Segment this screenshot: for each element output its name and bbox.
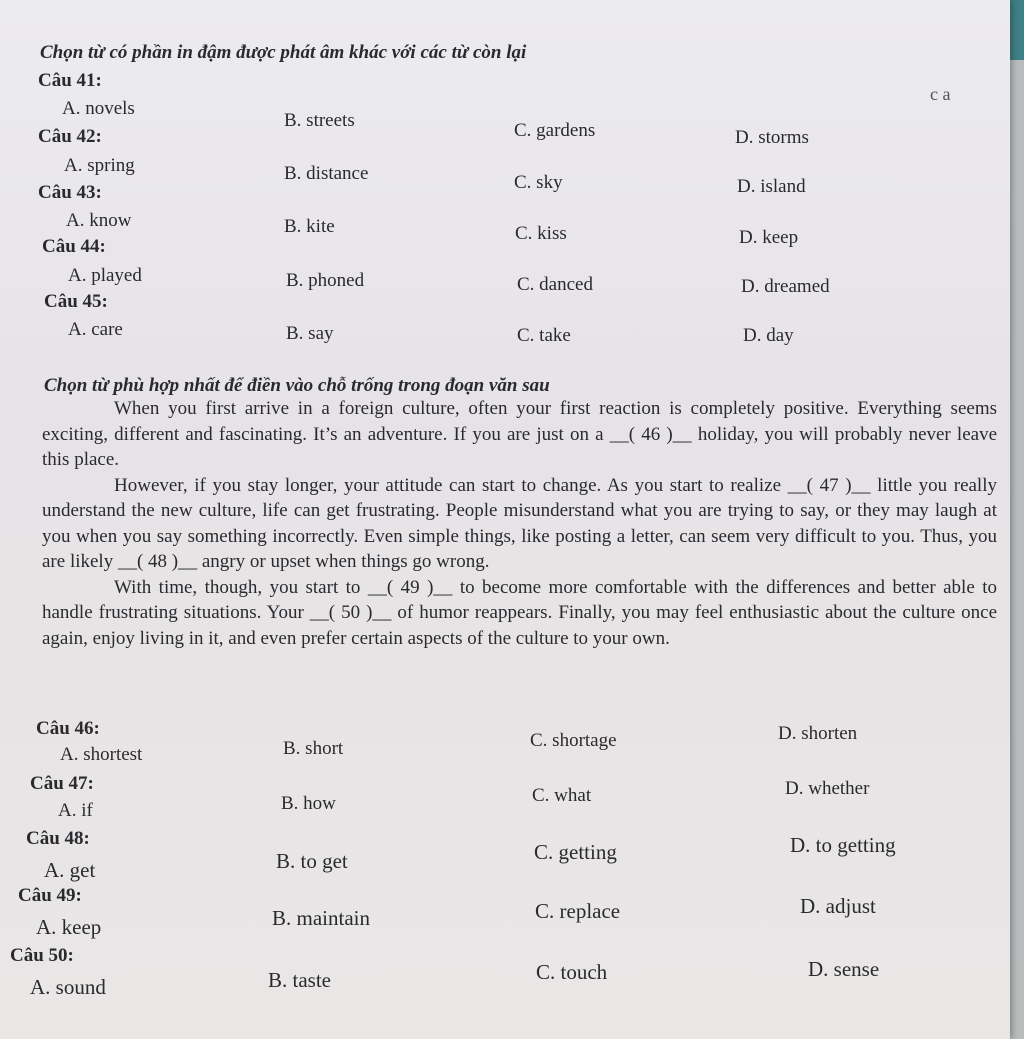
question-46-label: Câu 46: <box>36 718 100 739</box>
question-41-option-b[interactable]: B. streets <box>284 110 355 131</box>
question-42-option-a[interactable]: A. spring <box>64 155 135 176</box>
question-43-label: Câu 43: <box>38 182 102 203</box>
question-47-option-b[interactable]: B. how <box>281 793 336 814</box>
question-46-option-d[interactable]: D. shorten <box>778 723 858 744</box>
question-45-option-d[interactable]: D. day <box>743 325 794 346</box>
question-48-option-d[interactable]: D. to getting <box>790 833 896 857</box>
question-48-option-a[interactable]: A. get <box>44 858 96 882</box>
question-48-option-b[interactable]: B. to get <box>276 849 348 873</box>
question-44-option-b[interactable]: B. phoned <box>286 270 365 291</box>
question-45-option-b[interactable]: B. say <box>286 323 334 344</box>
question-41-option-d[interactable]: D. storms <box>735 127 809 148</box>
question-46-option-c[interactable]: C. shortage <box>530 730 617 751</box>
question-50-option-a[interactable]: A. sound <box>30 975 106 999</box>
question-44-option-a[interactable]: A. played <box>68 265 142 286</box>
question-42-option-c[interactable]: C. sky <box>514 172 563 193</box>
question-47-option-d[interactable]: D. whether <box>785 778 870 799</box>
question-46-option-a[interactable]: A. shortest <box>60 744 143 765</box>
question-43-option-c[interactable]: C. kiss <box>515 223 567 244</box>
question-41-option-c[interactable]: C. gardens <box>514 120 596 141</box>
question-41-label: Câu 41: <box>38 70 102 91</box>
question-49-option-d[interactable]: D. adjust <box>800 894 876 918</box>
question-45-label: Câu 45: <box>44 291 108 312</box>
margin-mark: c a <box>930 84 951 104</box>
passage-paragraph-3: With time, though, you start to __( 49 )__ to become more comfortable with the differences and better able to handle frustrating situations. Your __( 50 )__ of humor reappears. Finally, you may feel enthusiastic about the culture once again, enjoy living in it, and even prefer certain aspects of the culture to your own. <box>42 576 997 649</box>
question-45-option-a[interactable]: A. care <box>68 319 123 340</box>
question-42-option-b[interactable]: B. distance <box>284 163 369 184</box>
question-41-option-a[interactable]: A. novels <box>62 98 135 119</box>
question-42-option-d[interactable]: D. island <box>737 176 806 197</box>
question-45-option-c[interactable]: C. take <box>517 325 571 346</box>
question-43-option-b[interactable]: B. kite <box>284 216 335 237</box>
question-50-option-d[interactable]: D. sense <box>808 957 880 981</box>
question-43-option-a[interactable]: A. know <box>66 210 132 231</box>
question-47-option-c[interactable]: C. what <box>532 785 592 806</box>
pronunciation-instruction: Chọn từ có phần in đậm được phát âm khác với các từ còn lại <box>40 42 527 63</box>
question-44-option-c[interactable]: C. danced <box>517 274 593 295</box>
question-47-label: Câu 47: <box>30 773 94 794</box>
question-44-option-d[interactable]: D. dreamed <box>741 276 830 297</box>
question-48-option-c[interactable]: C. getting <box>534 840 617 864</box>
question-43-option-d[interactable]: D. keep <box>739 227 799 248</box>
question-42-label: Câu 42: <box>38 126 102 147</box>
question-50-option-c[interactable]: C. touch <box>536 960 608 984</box>
question-49-option-b[interactable]: B. maintain <box>272 906 370 930</box>
question-46-option-b[interactable]: B. short <box>283 738 344 759</box>
reading-passage <box>42 396 997 651</box>
question-49-option-c[interactable]: C. replace <box>535 899 621 923</box>
question-49-option-a[interactable]: A. keep <box>36 915 102 939</box>
question-50-option-b[interactable]: B. taste <box>268 968 331 992</box>
cloze-instruction: Chọn từ phù hợp nhất để điền vào chỗ trống trong đoạn văn sau <box>44 375 550 396</box>
question-48-label: Câu 48: <box>26 828 90 849</box>
passage-paragraph-1: When you first arrive in a foreign culture, often your first reaction is completely positive. Everything seems exciting, different and fascinating. It’s an adventure. If you are just on a __( 46 )__ holiday, you will probably never leave this place. <box>42 398 997 470</box>
question-47-option-a[interactable]: A. if <box>58 800 93 821</box>
question-44-label: Câu 44: <box>42 236 106 257</box>
question-50-label: Câu 50: <box>10 945 74 966</box>
passage-paragraph-2: However, if you stay longer, your attitude can start to change. As you start to realize __( 47 )__ little you really understand the new culture, life can get frustrating. People misunderstand what you are trying to say, or they may laugh at you when you say something incorrectly. Even simple things, like posting a letter, can seem very difficult to you. Thus, you are likely __( 48 )__ angry or upset when things go wrong. <box>42 474 997 572</box>
question-49-label: Câu 49: <box>18 885 82 906</box>
